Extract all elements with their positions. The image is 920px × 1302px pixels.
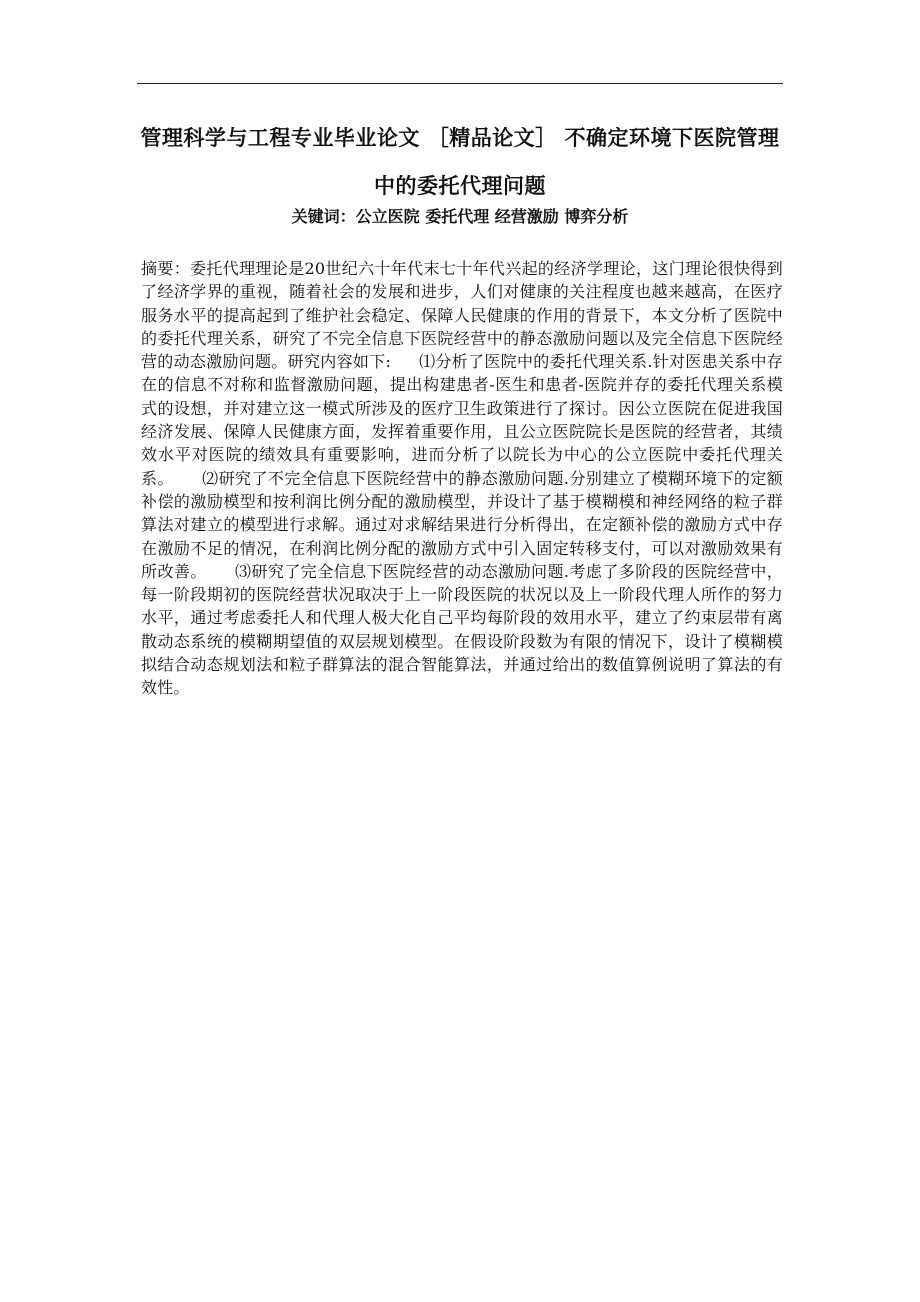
abstract-point-3: ⑶研究了完全信息下医院经营的动态激励问题.考虑了多阶段的医院经营中，每一阶段期初的医院经营状况取决于上一阶段医院的状况以及上一阶段代理人所作的努力水平，通过考虑委托人和代理人极大化自己平均每阶段的效用水平，建立了约束层带有离散动态系统的模糊期望值的双层规划模型。在假设阶段数为有限的情况下，设计了模糊模拟结合动态规划法和粒子群算法的混合智能算法，并通过给出的数值算例说明了算法的有效性。 xyxy=(141,561,783,698)
header-rule xyxy=(137,83,783,84)
abstract-intro: 摘要：委托代理理论是20世纪六十年代末七十年代兴起的经济学理论，这门理论很快得到了经济学界的重视，随着社会的发展和进步，人们对健康的关注程度也越来越高，在医疗服务水平的提高起到了维护社会稳定、保障人民健康的作用的背景下，本文分析了医院中的委托代理关系，研究了不完全信息下医院经营中的静态激励问题以及完全信息下医院经营的动态激励问题。研究内容如下: xyxy=(141,259,783,372)
abstract xyxy=(141,257,783,700)
abstract-point-1: ⑴分析了医院中的委托代理关系.针对医患关系中存在的信息不对称和监督激励问题，提出构建患者-医生和患者-医院并存的委托代理关系模式的设想，并对建立这一模式所涉及的医疗卫生政策进行了探讨。因公立医院在促进我国经济发展、保障人民健康方面，发挥着重要作用，且公立医院院长是医院的经营者，其绩效水平对医院的绩效具有重要影响，进而分析了以院长为中心的公立医院中委托代理关系。 xyxy=(141,352,783,488)
abstract-point-2: ⑵研究了不完全信息下医院经营中的静态激励问题.分别建立了模糊环境下的定额补偿的激励模型和按利润比例分配的激励模型，并设计了基于模糊模和神经网络的粒子群算法对建立的模型进行求解。通过对求解结果进行分析得出，在定额补偿的激励方式中存在激励不足的情况，在利润比例分配的激励方式中引入固定转移支付，可以对激励效果有所改善。 xyxy=(141,468,783,581)
document-title: 管理科学与工程专业毕业论文 ［精品论文］ 不确定环境下医院管理中的委托代理问题 xyxy=(140,126,780,198)
keywords: 关键词：公立医院 委托代理 经营激励 博弈分析 xyxy=(291,207,629,226)
